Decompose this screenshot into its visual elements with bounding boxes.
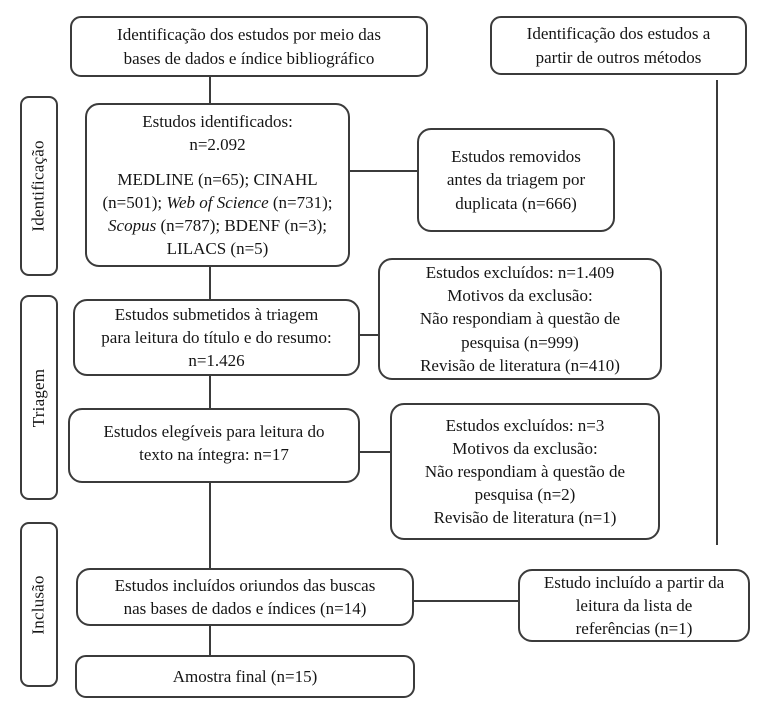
connector-included-to-final bbox=[209, 626, 211, 655]
text-line: Estudos elegíveis para leitura do bbox=[103, 422, 325, 441]
text-line: Estudo incluído a partir da bbox=[543, 572, 725, 592]
box-studies-identified bbox=[85, 103, 350, 267]
box-excluded-fulltext bbox=[390, 403, 660, 540]
text-line: Revisão de literatura (n=410) bbox=[420, 355, 620, 375]
text-line: Estudos excluídos: n=1.409 bbox=[425, 263, 615, 283]
text-line: partir de outros métodos bbox=[535, 47, 702, 67]
identified-sources bbox=[93, 168, 342, 260]
stage-inclusao-label: Inclusão bbox=[29, 574, 49, 635]
stage-inclusao bbox=[20, 522, 58, 687]
box-included-references bbox=[518, 569, 750, 642]
identified-title: Estudos identificados: bbox=[142, 111, 293, 131]
connector-identified-to-screened bbox=[209, 267, 211, 299]
box-final-sample bbox=[75, 655, 415, 698]
connector-source-to-identified bbox=[209, 77, 211, 103]
text-line: Motivos da exclusão: bbox=[447, 286, 593, 306]
text-line: para leitura do título e do resumo: bbox=[101, 327, 332, 347]
box-removed-duplicates bbox=[417, 128, 615, 232]
text-line: duplicata (n=666) bbox=[455, 193, 577, 213]
stage-identificacao bbox=[20, 96, 58, 276]
source-segment: (n=787); BDENF (n=3); LILACS (n=5) bbox=[156, 216, 327, 259]
text-line: Identificação dos estudos a bbox=[526, 24, 711, 44]
text-line: antes da triagem por bbox=[446, 170, 586, 190]
identified-count: n=2.092 bbox=[189, 134, 246, 154]
text-line: Motivos da exclusão: bbox=[452, 438, 598, 458]
text-line: bases de dados e índice bibliográfico bbox=[123, 48, 375, 68]
text-line: Não respondiam à questão de bbox=[424, 461, 626, 481]
connector-included-to-references bbox=[414, 600, 518, 602]
text-line: pesquisa (n=2) bbox=[474, 485, 576, 505]
text-line: Identificação dos estudos por meio das bbox=[117, 25, 381, 45]
stage-identificacao-label: Identificação bbox=[29, 140, 49, 232]
box-excluded-screening bbox=[378, 258, 662, 380]
text-line: Estudos excluídos: n=3 bbox=[445, 415, 605, 435]
box-database-source bbox=[70, 16, 428, 77]
text-line: Estudos incluídos oriundos das buscas bbox=[114, 575, 376, 595]
text-line: Amostra final (n=15) bbox=[172, 666, 318, 686]
connector-eligible-to-included bbox=[209, 483, 211, 568]
text-line: texto na íntegra: n=17 bbox=[139, 445, 289, 465]
source-scopus: Scopus bbox=[108, 216, 157, 236]
text-line: nas bases de dados e índices (n=14) bbox=[123, 599, 367, 618]
text-line: leitura da lista de bbox=[575, 595, 693, 615]
text-line: referências (n=1) bbox=[575, 619, 693, 639]
box-other-methods-source bbox=[490, 16, 747, 75]
box-studies-eligible bbox=[68, 408, 360, 483]
text-line: Estudos removidos bbox=[451, 147, 581, 167]
source-segment: MEDLINE (n=65); CINAHL (n=501); bbox=[102, 169, 318, 212]
connector-screened-to-excluded bbox=[360, 334, 378, 336]
connector-other-methods-vertical bbox=[716, 80, 718, 545]
box-studies-screened bbox=[73, 299, 360, 376]
text-line: n=1.426 bbox=[188, 351, 245, 371]
source-segment: (n=731); bbox=[268, 193, 333, 212]
box-included-databases bbox=[76, 568, 414, 626]
text-line: Revisão de literatura (n=1) bbox=[433, 508, 617, 528]
text-line: pesquisa (n=999) bbox=[461, 332, 579, 352]
source-web-of-science: Web of Science bbox=[166, 193, 269, 212]
connector-eligible-to-excluded bbox=[360, 451, 390, 453]
text-line: Estudos submetidos à triagem bbox=[114, 304, 319, 324]
stage-triagem bbox=[20, 295, 58, 500]
connector-identified-to-removed bbox=[350, 170, 417, 172]
connector-screened-to-eligible bbox=[209, 376, 211, 408]
stage-triagem-label: Triagem bbox=[29, 368, 49, 427]
text-line: Não respondiam à questão de bbox=[419, 309, 621, 329]
